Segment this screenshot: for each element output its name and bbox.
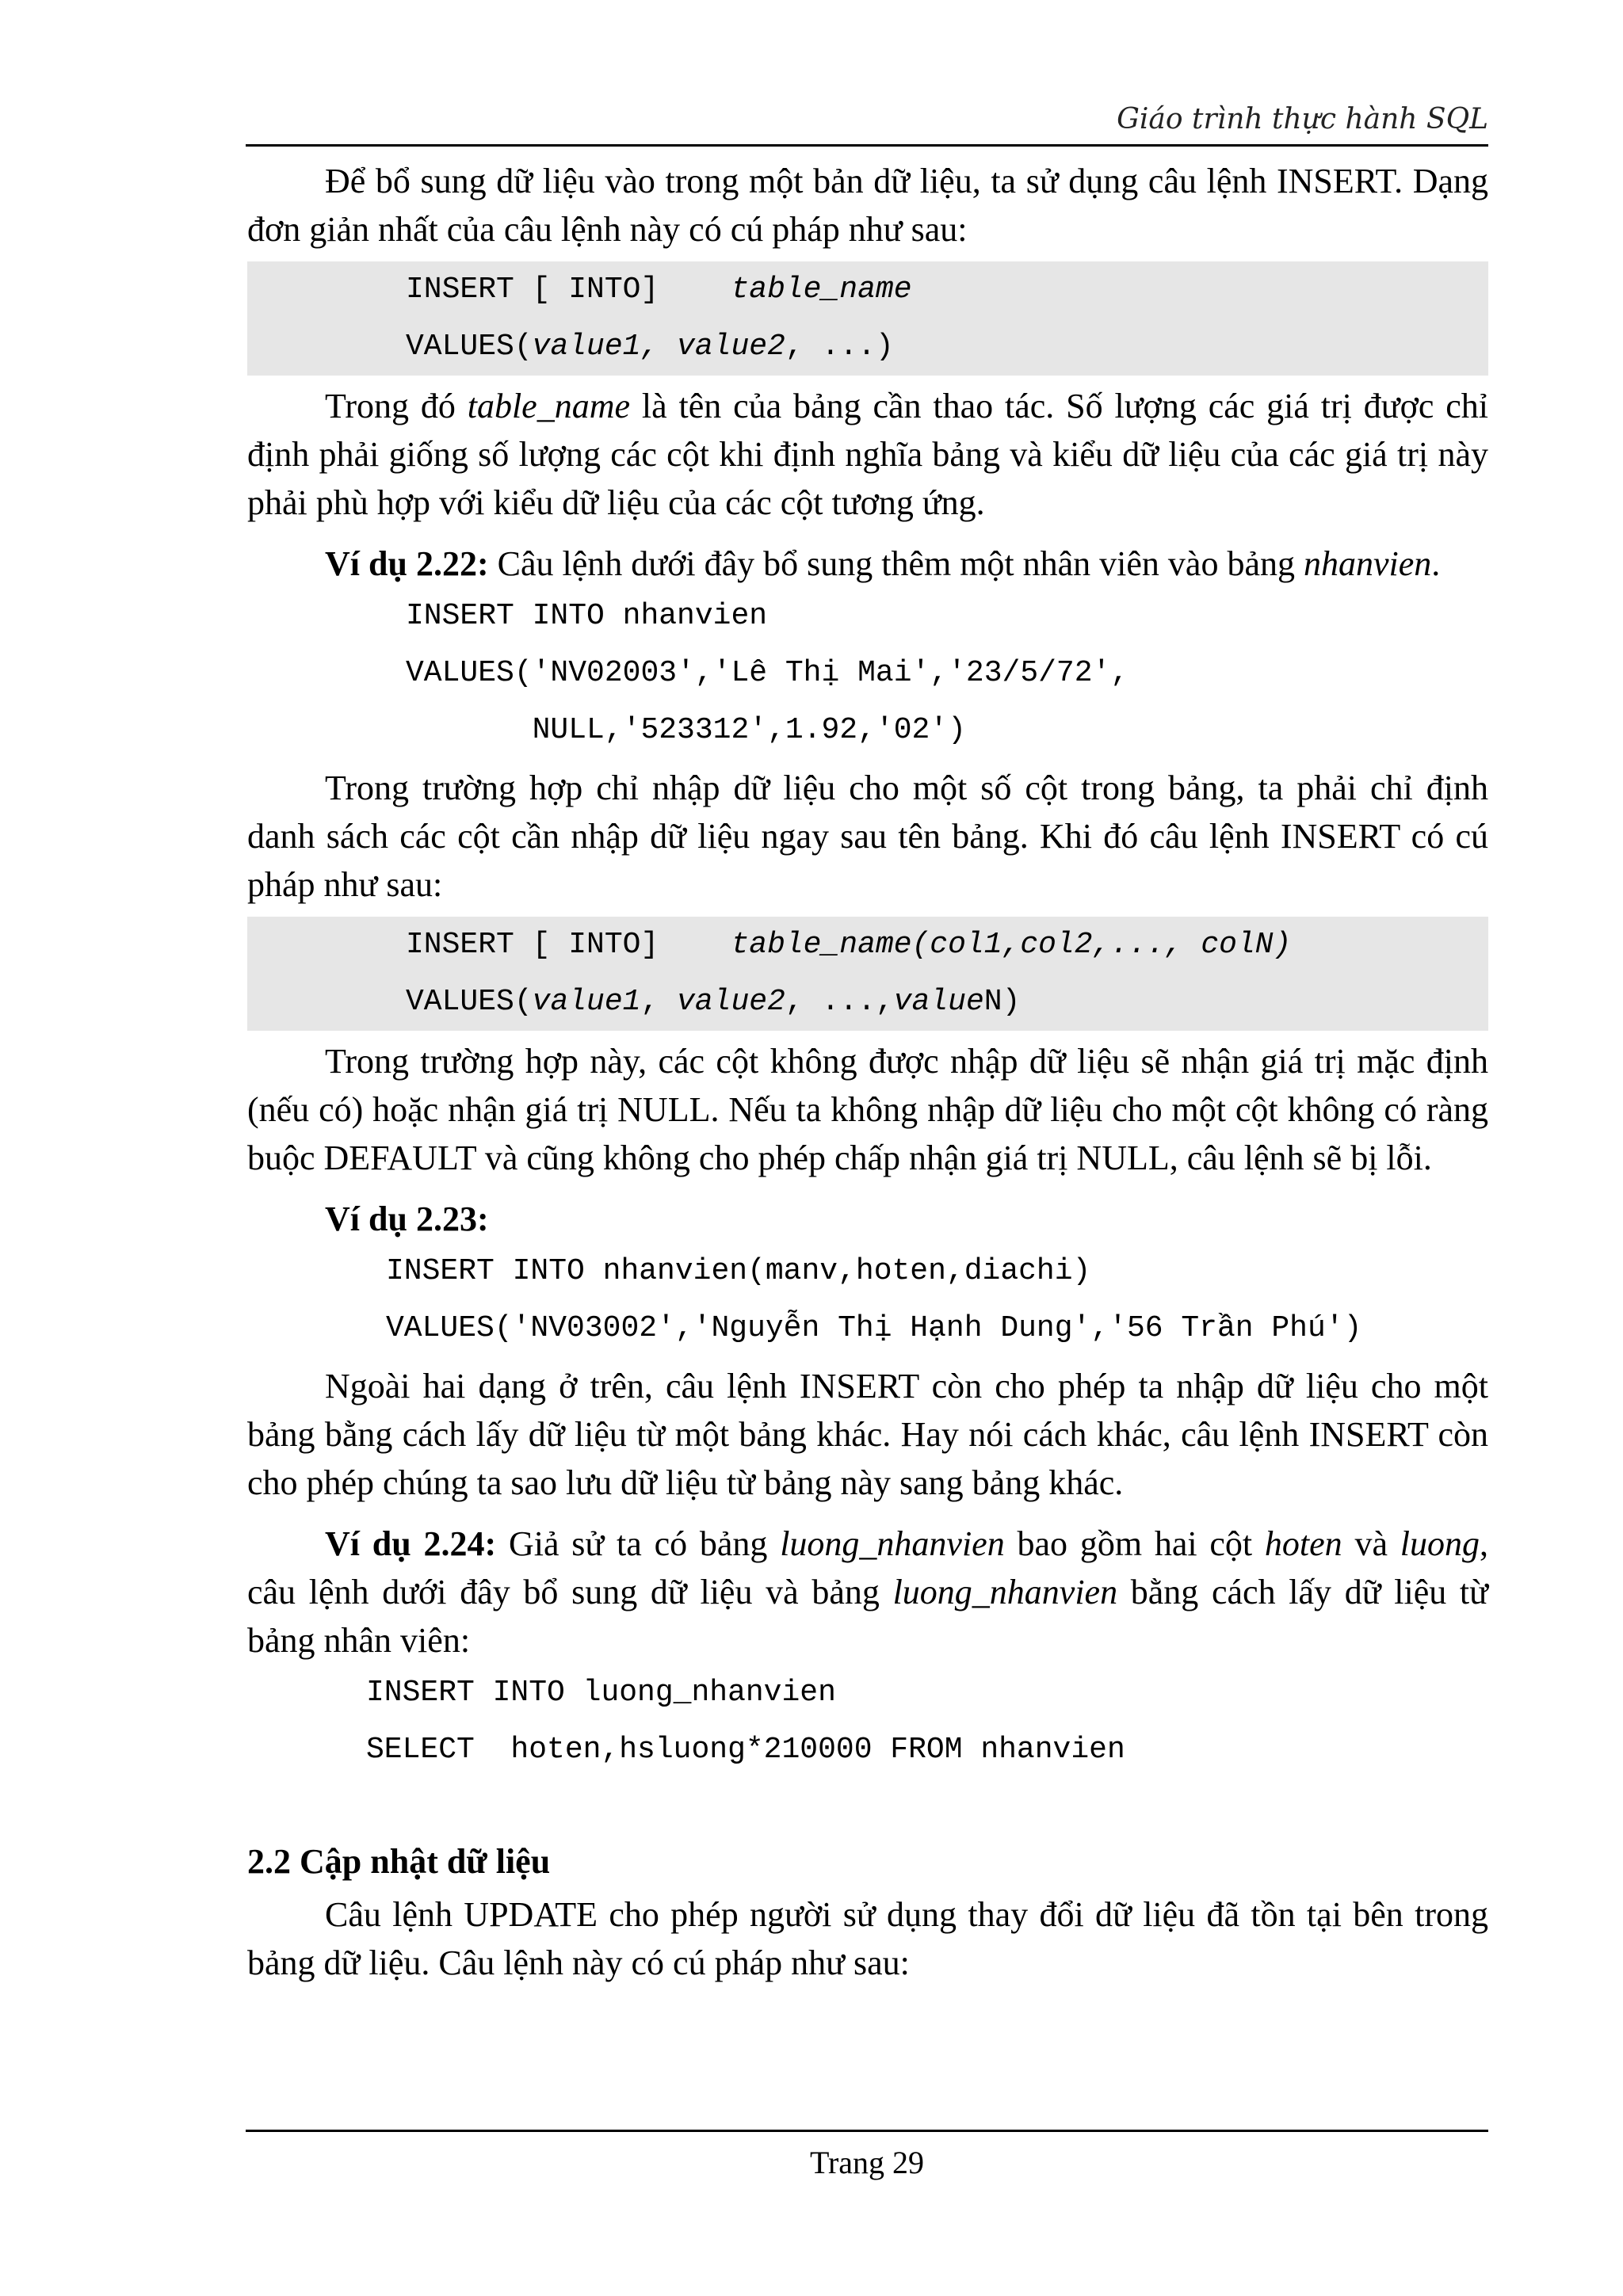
text: Trong đó: [325, 387, 468, 425]
code-line: VALUES('NV02003','Lê Thị Mai','23/5/72',: [406, 656, 1129, 690]
code-block-insert-syntax: [247, 261, 1488, 376]
paragraph-insert-intro: Để bổ sung dữ liệu vào trong một bản dữ liệu, ta sử dụng câu lệnh INSERT. Dạng đơn giản nhất của câu lệnh này có cú pháp như sau:: [247, 162, 1488, 249]
text: và: [1342, 1524, 1400, 1563]
text-italic: nhanvien: [1304, 544, 1432, 583]
code-keyword: VALUES(: [406, 330, 533, 364]
code-block-example-2-24: [247, 1665, 1488, 1779]
code-line: VALUES('NV03002','Nguyễn Thị Hạnh Dung','56 Trần Phú'): [386, 1311, 1362, 1345]
code-argument: table_name(col1,col2,..., colN): [731, 928, 1292, 962]
text-italic: hoten: [1264, 1524, 1342, 1563]
code-line: NULL,'523312',1.92,'02'): [406, 713, 966, 747]
code-line: [406, 318, 1488, 376]
text-italic: table_name: [467, 387, 631, 425]
text-italic: luong_nhanvien: [892, 1573, 1118, 1611]
text-italic: luong: [1400, 1524, 1480, 1563]
example-label: Ví dụ 2.22:: [325, 544, 489, 583]
paragraph-example-2-24: [247, 1520, 1488, 1665]
page-content: [247, 157, 1488, 1987]
paragraph-insert-from-table: Ngoài hai dạng ở trên, câu lệnh INSERT còn cho phép ta nhập dữ liệu cho một bảng bằng cách lấy dữ liệu từ một bảng khác. Hay nói cách khác, câu lệnh INSERT còn cho phép chúng ta sao lưu dữ liệu từ bảng này sang bảng khác.: [247, 1367, 1488, 1502]
code-line: INSERT INTO nhanvien: [406, 599, 768, 633]
code-line: [406, 261, 1488, 318]
paragraph-example-2-23: [247, 1195, 1488, 1243]
code-line: SELECT hoten,hsluong*210000 FROM nhanvien: [366, 1733, 1125, 1767]
code-block-insert-columns-syntax: [247, 917, 1488, 1031]
paragraph-update-intro: Câu lệnh UPDATE cho phép người sử dụng thay đổi dữ liệu đã tồn tại bên trong bảng dữ liệu. Câu lệnh này có cú pháp như sau:: [247, 1895, 1488, 1982]
code-argument: value1, value2: [532, 330, 785, 364]
text: , câu lệnh dưới đây bổ sung dữ liệu và bảng: [247, 1524, 1489, 1611]
code-argument: value2: [677, 985, 785, 1019]
code-text: N): [983, 985, 1021, 1019]
code-line: INSERT INTO luong_nhanvien: [366, 1676, 836, 1710]
code-argument: table_name: [731, 273, 912, 307]
code-line: [406, 917, 1488, 974]
example-label: Ví dụ 2.24:: [325, 1524, 497, 1563]
page-number: Trang 29: [809, 2145, 925, 2180]
running-header: Giáo trình thực hành SQL: [1117, 103, 1488, 135]
text-italic: luong_nhanvien: [780, 1524, 1005, 1563]
header-rule: [246, 144, 1488, 147]
text: bằng cách lấy dữ liệu từ bảng nhân viên:: [247, 1573, 1488, 1660]
footer-rule: [246, 2130, 1488, 2132]
paragraph-table-name: [247, 382, 1488, 527]
paragraph-example-2-22: [247, 540, 1488, 588]
example-label: Ví dụ 2.23:: [325, 1199, 489, 1238]
code-keyword: INSERT [ INTO]: [406, 273, 731, 307]
code-line: [406, 974, 1488, 1031]
text: .: [1431, 544, 1441, 583]
text: là tên của bảng cần thao tác. Số lượng các giá trị được chỉ định phải giống số lượng các cột khi định nghĩa bảng và kiểu dữ liệu của các giá trị này phải phù hợp với kiểu dữ liệu của các cột tương ứng.: [247, 387, 1488, 522]
text: Giả sử ta có bảng: [496, 1524, 781, 1563]
text: Câu lệnh dưới đây bổ sung thêm một nhân viên vào bảng: [488, 544, 1304, 583]
code-block-example-2-23: [247, 1243, 1488, 1357]
code-block-example-2-22: [247, 588, 1488, 759]
paragraph-default-values: Trong trường hợp này, các cột không được nhập dữ liệu sẽ nhận giá trị mặc định (nếu có) hoặc nhận giá trị NULL. Nếu ta không nhập dữ liệu cho một cột không có ràng buộc DEFAULT và cũng không cho phép chấp nhận giá trị NULL, câu lệnh sẽ bị lỗi.: [247, 1042, 1488, 1177]
text: bao gồm hai cột: [1004, 1524, 1265, 1563]
code-argument: value1: [532, 985, 641, 1019]
code-line: INSERT INTO nhanvien(manv,hoten,diachi): [386, 1254, 1091, 1288]
code-text: , ...): [785, 330, 894, 364]
code-text: , ...,: [785, 985, 894, 1019]
code-argument: value: [893, 985, 984, 1019]
code-text: ,: [640, 985, 678, 1019]
paragraph-column-list: Trong trường hợp chỉ nhập dữ liệu cho một số cột trong bảng, ta phải chỉ định danh sách các cột cần nhập dữ liệu ngay sau tên bảng. Khi đó câu lệnh INSERT có cú pháp như sau:: [247, 769, 1488, 904]
section-heading: 2.2 Cập nhật dữ liệu: [247, 1842, 551, 1881]
code-keyword: VALUES(: [406, 985, 533, 1019]
code-keyword: INSERT [ INTO]: [406, 928, 731, 962]
